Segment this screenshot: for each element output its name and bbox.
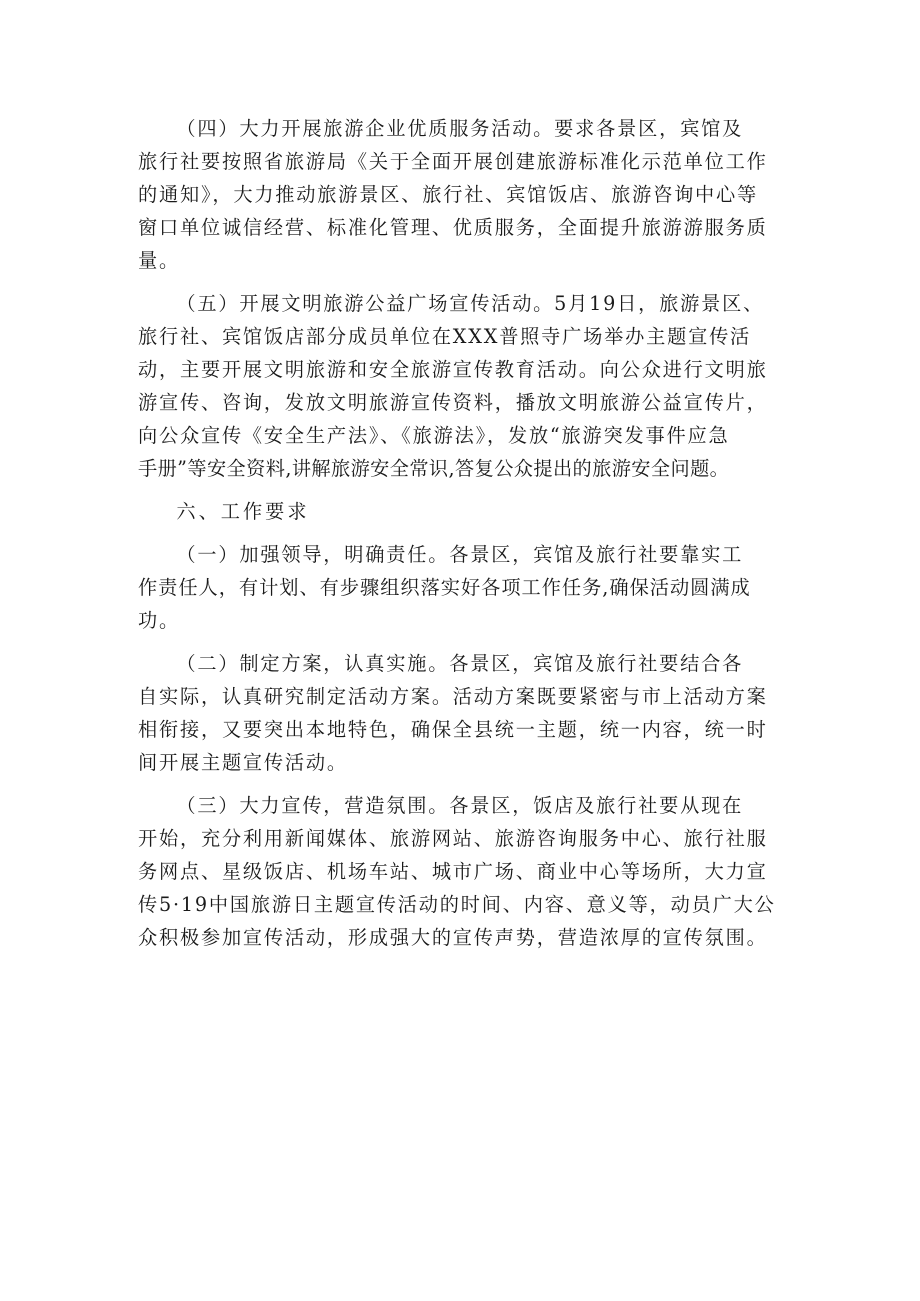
text-line: （二）制定方案，认真实施。各景区，宾馆及旅行社要结合各 [176, 652, 744, 675]
text-line: 务网点、星级饭店、机场车站、城市广场、商业中心等场所，大力宣 [138, 860, 768, 883]
text-line: 手册”等安全资料,讲解旅游安全常识,答复公众提出的旅游安全问题。 [138, 457, 730, 480]
text-line: （四）大力开展旅游企业优质服务活动。要求各景区，宾馆及 [176, 117, 744, 140]
text-line: （五）开展文明旅游公益广场宣传活动。5月19日，旅游景区、 [176, 292, 765, 315]
text-line: 作责任人，有计划、有步骤组织落实好各项工作任务,确保活动圆满成 [138, 576, 751, 599]
text-line: 的通知》，大力推动旅游景区、旅行社、宾馆饭店、旅游咨询中心等 [138, 183, 759, 206]
requirement-three [138, 789, 810, 954]
text-line: 量。 [138, 249, 180, 272]
paragraph-five [138, 287, 810, 485]
text-line: 功。 [138, 609, 180, 632]
text-line: 窗口单位诚信经营、标准化管理、优质服务，全面提升旅游游服务质 [138, 216, 768, 239]
text-line: 游宣传、咨询，发放文明旅游宣传资料，播放文明旅游公益宣传片， [138, 391, 768, 414]
document-body [138, 112, 810, 964]
requirement-one [138, 538, 810, 637]
text-line: 旅行社、宾馆饭店部分成员单位在XXX普照寺广场举办主题宣传活 [138, 325, 752, 348]
text-line: （一）加强领导，明确责任。各景区，宾馆及旅行社要靠实工 [176, 543, 744, 566]
text-line: 向公众宣传《安全生产法》、《旅游法》，发放“旅游突发事件应急 [138, 424, 730, 447]
paragraph-four [138, 112, 810, 277]
section-heading: 六、工作要求 [176, 500, 310, 523]
text-line: 传5·19中国旅游日主题宣传活动的时间、内容、意义等，动员广大公 [138, 893, 776, 916]
text-line: 旅行社要按照省旅游局《关于全面开展创建旅游标准化示范单位工作 [138, 150, 768, 173]
text-line: 动，主要开展文明旅游和安全旅游宣传教育活动。向公众进行文明旅 [138, 358, 768, 381]
text-line: 开始，充分利用新闻媒体、旅游网站、旅游咨询服务中心、旅行社服 [138, 827, 768, 850]
text-line: （三）大力宣传，营造氛围。各景区，饭店及旅行社要从现在 [176, 794, 744, 817]
text-line: 间开展主题宣传活动。 [138, 751, 348, 774]
text-line: 自实际，认真研究制定活动方案。活动方案既要紧密与市上活动方案 [138, 685, 768, 708]
text-line: 众积极参加宣传活动，形成强大的宣传声势，营造浓厚的宣传氛围。 [138, 926, 768, 949]
requirement-two [138, 647, 810, 779]
text-line: 相衔接，又要突出本地特色，确保全县统一主题，统一内容，统一时 [138, 718, 768, 741]
